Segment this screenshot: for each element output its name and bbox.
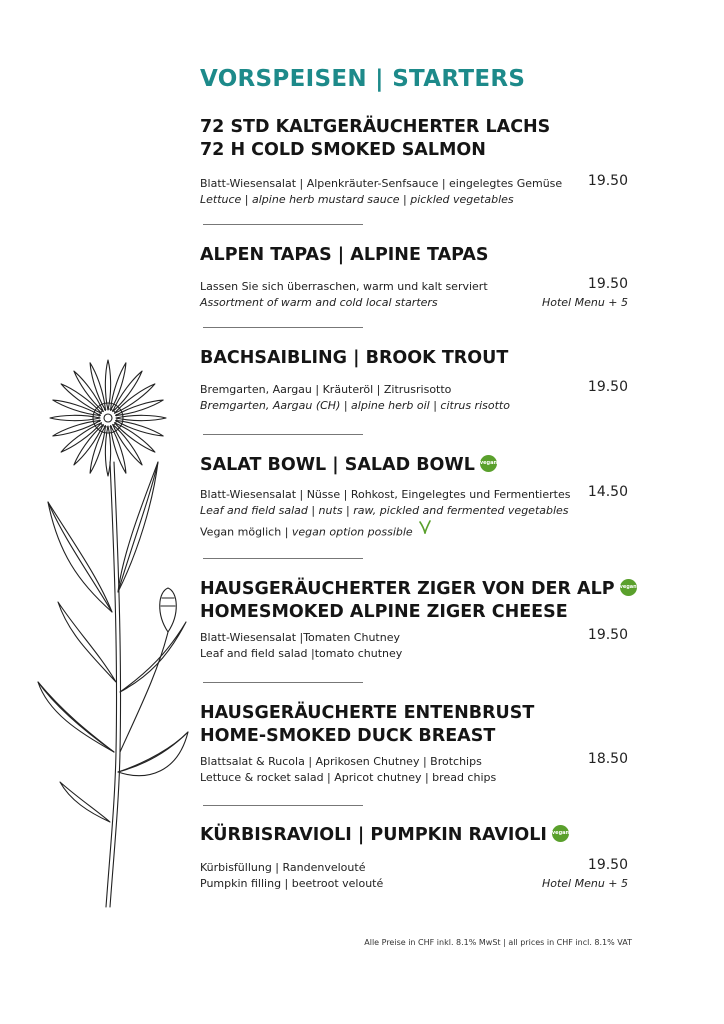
item-desc-de: Blatt-Wiesensalat | Nüsse | Rohkost, Eingelegtes und Fermentiertes (200, 488, 571, 501)
item-desc-en: Bremgarten, Aargau (CH) | alpine herb oil | citrus risotto (200, 399, 510, 412)
menu-item-salad-bowl (200, 454, 630, 542)
menu-item-salmon (200, 116, 630, 208)
item-title (200, 824, 630, 847)
item-title-en: 72 H COLD SMOKED SALMON (200, 140, 486, 160)
item-price: 19.50 (587, 857, 628, 873)
item-desc-en: Leaf and field salad |tomato chutney (200, 647, 403, 660)
item-desc-de: Blatt-Wiesensalat |Tomaten Chutney (200, 631, 400, 644)
vat-footnote: Alle Preise in CHF inkl. 8.1% MwSt | all prices in CHF incl. 8.1% VAT (364, 938, 632, 947)
vegan-badge-icon: vegan (480, 455, 497, 472)
item-desc-de: Blattsalat & Rucola | Aprikosen Chutney | Brotchips (200, 755, 482, 768)
menu-item-brook-trout (200, 347, 630, 414)
vegan-badge-icon: vegan (552, 825, 569, 842)
item-desc-en: Lettuce | alpine herb mustard sauce | pickled vegetables (200, 193, 514, 206)
menu-item-duck-breast (200, 702, 630, 786)
item-title-en: HOMESMOKED ALPINE ZIGER CHEESE (200, 602, 568, 622)
item-price: 19.50 (587, 276, 628, 292)
item-title-de (200, 578, 637, 601)
item-desc-de: Lassen Sie sich überraschen, warm und kalt serviert (200, 280, 488, 293)
item-title: ALPEN TAPAS | ALPINE TAPAS (200, 245, 489, 265)
item-price-note: Hotel Menu + 5 (541, 877, 628, 890)
menu-item-alpine-tapas (200, 244, 630, 311)
item-desc-de: Kürbisfüllung | Randenvelouté (200, 861, 366, 874)
section-divider (203, 805, 363, 806)
menu-item-pumpkin-ravioli (200, 824, 630, 892)
section-divider (203, 558, 363, 559)
item-desc-en: Assortment of warm and cold local starters (200, 296, 438, 309)
section-divider (203, 224, 363, 225)
item-title-text: HAUSGERÄUCHERTER ZIGER VON DER ALP (200, 579, 615, 599)
item-desc-en: Pumpkin filling | beetroot velouté (200, 877, 384, 890)
section-divider (203, 434, 363, 435)
menu-item-ziger-cheese (200, 578, 637, 662)
item-price: 14.50 (587, 484, 628, 500)
vegan-badge-icon: vegan (620, 579, 637, 596)
item-price: 19.50 (587, 379, 628, 395)
vegan-leaf-icon (419, 520, 431, 539)
item-title: BACHSAIBLING | BROOK TROUT (200, 348, 509, 368)
item-desc-en: Leaf and field salad | nuts | raw, pickled and fermented vegetables (200, 504, 569, 517)
item-price-note: Hotel Menu + 5 (541, 296, 628, 309)
page-title: VORSPEISEN | STARTERS (200, 66, 526, 92)
vegan-option-line: Vegan möglich | vegan option possible (200, 523, 630, 542)
item-desc-de: Blatt-Wiesensalat | Alpenkräuter-Senfsauce | eingelegtes Gemüse (200, 177, 563, 190)
item-title (200, 454, 630, 477)
section-divider (203, 682, 363, 683)
item-title-en: HOME-SMOKED DUCK BREAST (200, 726, 496, 746)
vegan-option-de: Vegan möglich (200, 525, 282, 539)
item-price: 19.50 (587, 173, 628, 189)
item-title-text: KÜRBISRAVIOLI | PUMPKIN RAVIOLI (200, 825, 547, 845)
item-desc-de: Bremgarten, Aargau | Kräuteröl | Zitrusrisotto (200, 383, 452, 396)
flower-illustration (18, 352, 198, 916)
vegan-option-en: vegan option possible (291, 525, 413, 539)
item-title-text: SALAT BOWL | SALAD BOWL (200, 455, 475, 475)
item-title-de: 72 STD KALTGERÄUCHERTER LACHS (200, 117, 551, 137)
item-price: 18.50 (587, 751, 628, 767)
item-desc-en: Lettuce & rocket salad | Apricot chutney | bread chips (200, 771, 497, 784)
item-price: 19.50 (587, 627, 628, 643)
item-title-de: HAUSGERÄUCHERTE ENTENBRUST (200, 703, 535, 723)
section-divider (203, 327, 363, 328)
